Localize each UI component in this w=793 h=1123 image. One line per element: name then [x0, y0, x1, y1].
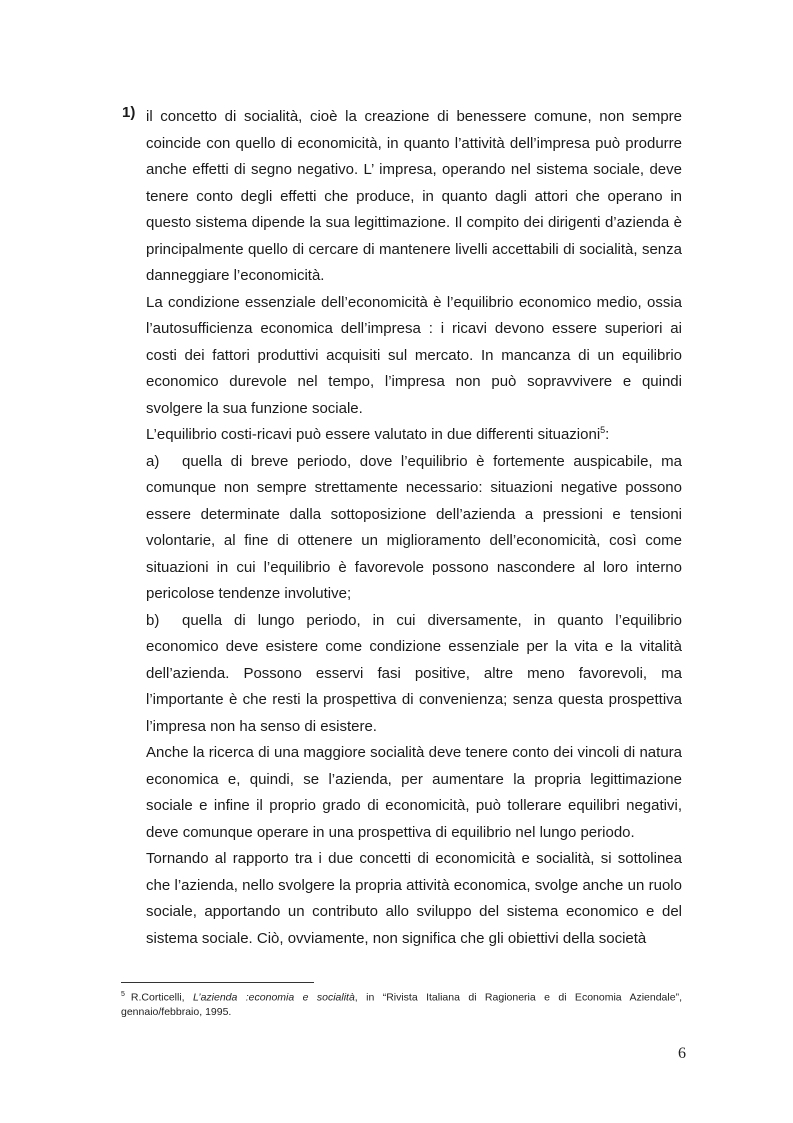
subitem-label: a) — [146, 452, 160, 470]
paragraph-closing-1: Anche la ricerca di una maggiore socialità deve tenere conto dei vincoli di natura economica e, quindi, se l’azienda, per aumentare la propria legittimazione sociale e infine il proprio grado di economicità, può tollerare equilibri negativi, deve comunque operare in una prospettiva di equilibrio nel lungo periodo. — [146, 744, 682, 841]
item-number: 1) — [122, 104, 136, 121]
subitem-a — [146, 449, 682, 608]
page-number: 6 — [678, 1045, 686, 1062]
paragraph-1: il concetto di socialità, cioè la creazione di benessere comune, non sempre coincide con quello di economicità, in quanto l’attività dell’impresa può produrre anche effetti di segno negativo. L’ impresa, operando nel sistema sociale, deve tenere conto degli effetti che produce, in quanto dagli attori che operano in questo sistema dipende la sua legittimazione. Il compito dei dirigenti d’azienda è principalmente quello di cercare di mantenere livelli accettabili di socialità, senza danneggiare l’economicità. — [146, 108, 682, 284]
intro-tail: : — [605, 426, 610, 443]
footnote-author: R.Corticelli, — [130, 991, 193, 1004]
footnote-number: 5 — [121, 991, 125, 998]
numbered-item — [122, 104, 682, 952]
subitem-b — [146, 608, 682, 741]
subitem-label: b) — [146, 611, 160, 629]
footnote-reference[interactable]: 5 — [600, 425, 606, 435]
subitem-text: quella di lungo periodo, in cui diversamente, in quanto l’equilibrio economico deve esistere come condizione essenziale per la vita e la vitalità dell’azienda. Possono esservi fasi positive, altre meno favorevoli, ma l’importante è che resti la prospettiva di convenienza; senza questa prospettiva l’impresa non ha senso di esistere. — [146, 611, 682, 735]
paragraph-2: La condizione essenziale dell’economicità è l’equilibrio economico medio, ossia l’autosufficienza economica dell’impresa : i ricavi devono essere superiori ai costi dei fattori produttivi acquisiti sul mercato. In mancanza di un equilibrio economico durevole nel tempo, l’impresa non può sopravvivere e quindi svolgere la sua funzione sociale. — [146, 293, 682, 417]
footnote-rest: , in “Rivista Italiana di Ragioneria e di Economia Aziendale”, gennaio/febbraio, 1995. — [121, 991, 682, 1018]
footnote-title: L’azienda :economia e socialità — [192, 991, 355, 1004]
subitem-text: quella di breve periodo, dove l’equilibrio è fortemente auspicabile, ma comunque non sempre strettamente necessario: situazioni negative possono essere determinate dalla sottoposizione dell’azienda a pressioni e tensioni volontarie, al fine di ottenere un miglioramento dell’economicità, così come situazioni in cui l’equilibrio è favorevole possono nascondere al loro interno pericolose tendenze involutive; — [146, 452, 682, 602]
page-body — [122, 104, 682, 952]
paragraph-closing-2: Tornando al rapporto tra i due concetti di economicità e socialità, si sottolinea che l’azienda, nello svolgere la propria attività economica, svolge anche un ruolo sociale, apportando un contributo allo sviluppo del sistema economico e del sistema sociale. Ciò, ovviamente, non significa che gli obiettivi della società — [146, 850, 682, 947]
footnote-divider — [121, 982, 314, 983]
footnote — [121, 988, 682, 1019]
intro-text: L’equilibrio costi-ricavi può essere valutato in due differenti situazioni — [146, 426, 601, 443]
paragraph-intro — [146, 422, 682, 449]
